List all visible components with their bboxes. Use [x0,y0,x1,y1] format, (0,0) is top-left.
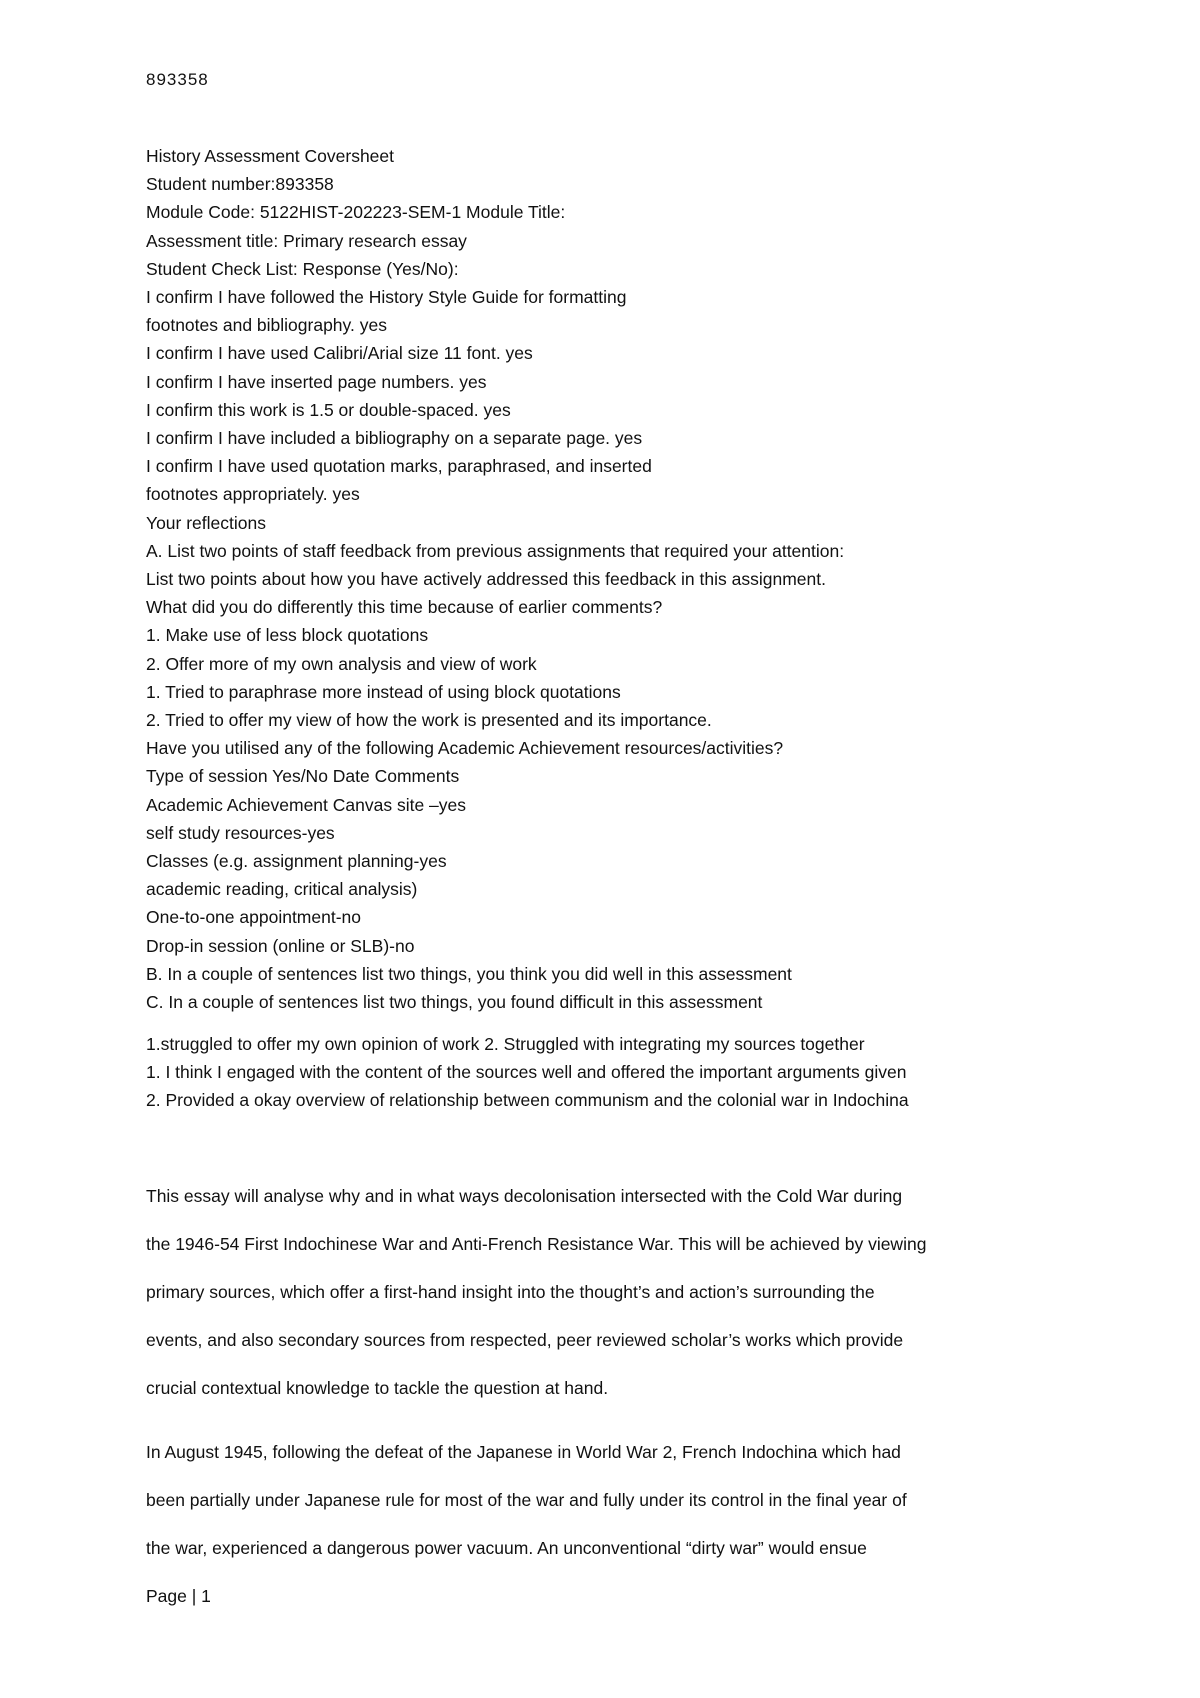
paragraph-gap [146,1412,1086,1428]
reflection-question-b: B. In a couple of sentences list two things, you think you did well in this assessment [146,963,792,984]
reflection-question: What did you do differently this time because of earlier comments? [146,597,663,618]
essay-paragraph-1-line: crucial contextual knowledge to tackle the question at hand. [146,1378,609,1398]
resource-item: self study resources-yes [146,822,335,843]
checklist-item: footnotes appropriately. yes [146,484,360,505]
coversheet-title: History Assessment Coversheet [146,146,395,166]
answer-line: 2. Provided a okay overview of relationship between communism and the colonial war in Indochina [146,1090,909,1111]
resource-item: Academic Achievement Canvas site –yes [146,794,467,815]
checklist-item: I confirm I have used Calibri/Arial size 11 font. yes [146,343,533,364]
reflection-answer: 1. Make use of less block quotations [146,625,429,646]
checklist-heading: Student Check List: Response (Yes/No): [146,258,459,279]
reflection-question: List two points about how you have actively addressed this feedback in this assignment. [146,569,826,590]
reflection-answers [146,1030,1106,1115]
essay-paragraph-1-line: primary sources, which offer a first-hand insight into the thought’s and action’s surrounding the [146,1282,875,1302]
coversheet-section [146,142,1106,1016]
essay-body [146,1172,1086,1572]
reflection-question: A. List two points of staff feedback from previous assignments that required your attention: [146,540,845,561]
page-number-footer: Page | 1 [146,1586,211,1606]
checklist-item: I confirm I have inserted page numbers. yes [146,371,487,392]
essay-paragraph-2-line: the war, experienced a dangerous power vacuum. An unconventional “dirty war” would ensue [146,1538,867,1558]
reflection-question-c: C. In a couple of sentences list two things, you found difficult in this assessment [146,992,763,1013]
answer-line: 1.struggled to offer my own opinion of work 2. Struggled with integrating my sources together [146,1034,865,1054]
student-number-line: Student number:893358 [146,174,334,195]
resources-table-header: Type of session Yes/No Date Comments [146,766,460,787]
answer-line: 1. I think I engaged with the content of the sources well and offered the important arguments given [146,1062,907,1083]
essay-paragraph-1-line: This essay will analyse why and in what ways decolonisation intersected with the Cold War during [146,1186,903,1206]
reflections-heading: Your reflections [146,512,266,533]
checklist-item: I confirm I have included a bibliography on a separate page. yes [146,428,643,449]
resource-item: One-to-one appointment-no [146,907,361,928]
checklist-item: I confirm I have followed the History Style Guide for formatting [146,287,627,308]
reflection-answer: 1. Tried to paraphrase more instead of using block quotations [146,681,621,702]
essay-paragraph-2-line: In August 1945, following the defeat of the Japanese in World War 2, French Indochina which had [146,1442,901,1462]
reflection-answer: 2. Offer more of my own analysis and view of work [146,653,537,674]
resource-item: Classes (e.g. assignment planning-yes [146,851,447,872]
header-student-id: 893358 [146,70,209,89]
reflection-answer: 2. Tried to offer my view of how the work is presented and its importance. [146,710,712,731]
checklist-item: I confirm I have used quotation marks, paraphrased, and inserted [146,456,652,477]
resource-item: academic reading, critical analysis) [146,879,418,900]
assessment-title-line: Assessment title: Primary research essay [146,230,467,251]
checklist-item: I confirm this work is 1.5 or double-spaced. yes [146,399,511,420]
checklist-item: footnotes and bibliography. yes [146,315,387,336]
module-code-line: Module Code: 5122HIST-202223-SEM-1 Module Title: [146,202,566,223]
essay-paragraph-1-line: events, and also secondary sources from respected, peer reviewed scholar’s works which provide [146,1330,904,1350]
essay-paragraph-2-line: been partially under Japanese rule for most of the war and fully under its control in the final year of [146,1490,907,1510]
resources-question: Have you utilised any of the following Academic Achievement resources/activities? [146,738,784,759]
resource-item: Drop-in session (online or SLB)-no [146,935,415,956]
essay-paragraph-1-line: the 1946-54 First Indochinese War and Anti-French Resistance War. This will be achieved by viewing [146,1234,927,1254]
